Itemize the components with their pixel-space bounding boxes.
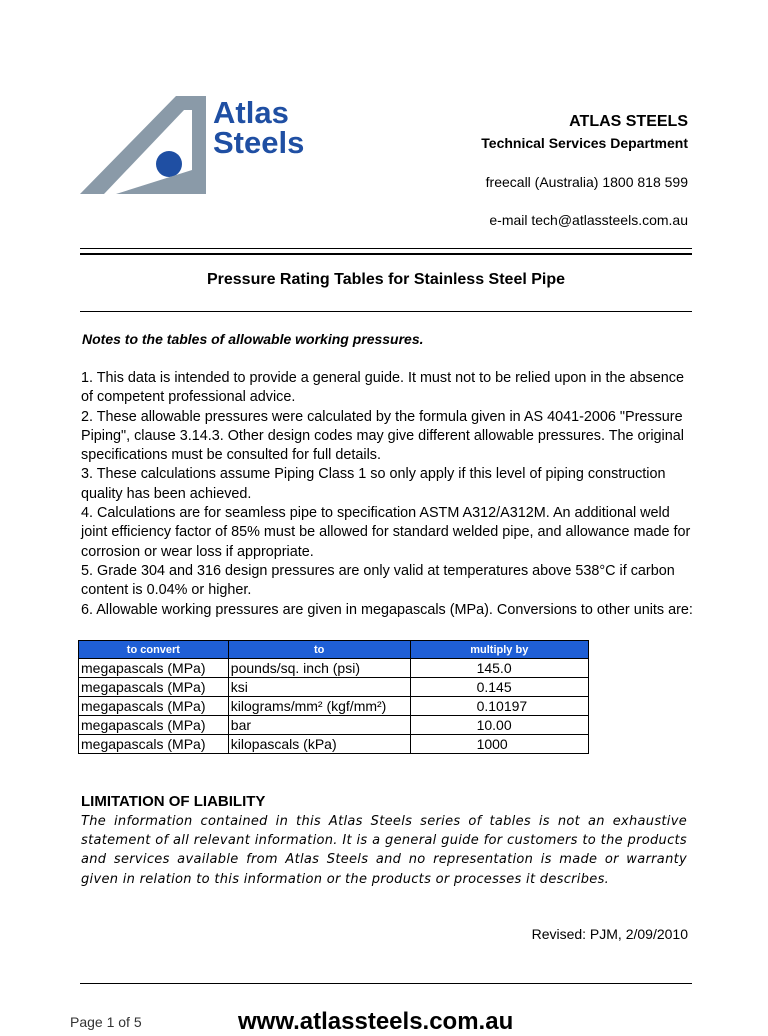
liability-heading: LIMITATION OF LIABILITY <box>81 793 266 810</box>
note-item: 4. Calculations are for seamless pipe to specification ASTM A312/A312M. An additional weld joint efficiency factor of 85% must be allowed for standard welded pipe, and allowance made for corrosion or wear loss if appropriate. <box>81 505 691 560</box>
liability-text: The information contained in this Atlas Steels series of tables is not an exhaustive statement of all relevant information. It is a general guide for customers to the products and services available from Atlas Steels and no representation is made or warranty given in relation to this information or the products or processes it describes. <box>81 814 687 887</box>
department-name: Technical Services Department <box>481 135 688 151</box>
table-row <box>79 678 589 697</box>
note-item: 1. This data is intended to provide a general guide. It must not to be relied upon in the absence of competent professional advice. <box>81 370 684 406</box>
table-cell: 0.10197 <box>410 697 588 716</box>
table-cell: megapascals (MPa) <box>79 697 229 716</box>
note-item: 3. These calculations assume Piping Class 1 so only apply if this level of piping construction quality has been achieved. <box>81 466 666 502</box>
table-cell: 145.0 <box>410 659 588 678</box>
logo-word-atlas: Atlas <box>213 95 289 130</box>
table-cell: bar <box>228 716 410 735</box>
company-name: ATLAS STEELS <box>569 113 688 130</box>
notes-list <box>81 369 696 620</box>
table-cell: kilopascals (kPa) <box>228 735 410 754</box>
table-cell: 10.00 <box>410 716 588 735</box>
table-cell: pounds/sq. inch (psi) <box>228 659 410 678</box>
note-item: 5. Grade 304 and 316 design pressures are only valid at temperatures above 538°C if carbon content is 0.04% or higher. <box>81 562 675 599</box>
table-cell: 0.145 <box>410 678 588 697</box>
table-cell: megapascals (MPa) <box>79 659 229 678</box>
column-header: to convert <box>79 641 229 659</box>
notes-heading: Notes to the tables of allowable working pressures. <box>82 331 424 347</box>
table-cell: megapascals (MPa) <box>79 716 229 735</box>
note-item: 6. Allowable working pressures are given in megapascals (MPa). Conversions to other units are: <box>81 601 693 618</box>
note-item: 2. These allowable pressures were calculated by the formula given in AS 4041-2006 "Pressure Piping", clause 3.14.3. Other design codes may give different allowable pressures. The original specifications must be consulted for full details. <box>81 408 684 464</box>
footer-divider <box>80 983 692 984</box>
atlas-steels-logo <box>80 92 330 196</box>
table-row <box>79 735 589 754</box>
logo-word-steels: Steels <box>213 125 305 160</box>
table-cell: kilograms/mm² (kgf/mm²) <box>228 697 410 716</box>
footer-website-link[interactable]: www.atlassteels.com.au <box>238 1008 514 1035</box>
conversion-table <box>78 640 589 754</box>
email-line[interactable]: e-mail tech@atlassteels.com.au <box>489 212 688 228</box>
header-divider <box>80 248 692 255</box>
table-row <box>79 697 589 716</box>
page-number: Page 1 of 5 <box>70 1014 142 1030</box>
column-header: to <box>228 641 410 659</box>
table-cell: 1000 <box>410 735 588 754</box>
table-cell: ksi <box>228 678 410 697</box>
phone-line: freecall (Australia) 1800 818 599 <box>485 174 688 190</box>
atlas-a-mark-icon <box>80 92 220 196</box>
revised-note: Revised: PJM, 2/09/2010 <box>531 926 688 942</box>
table-cell: megapascals (MPa) <box>79 678 229 697</box>
page-title: Pressure Rating Tables for Stainless Steel Pipe <box>206 271 566 288</box>
table-cell: megapascals (MPa) <box>79 735 229 754</box>
title-divider <box>80 311 692 312</box>
table-row <box>79 659 589 678</box>
column-header: multiply by <box>410 641 588 659</box>
table-row <box>79 716 589 735</box>
table-header-row <box>79 641 589 659</box>
